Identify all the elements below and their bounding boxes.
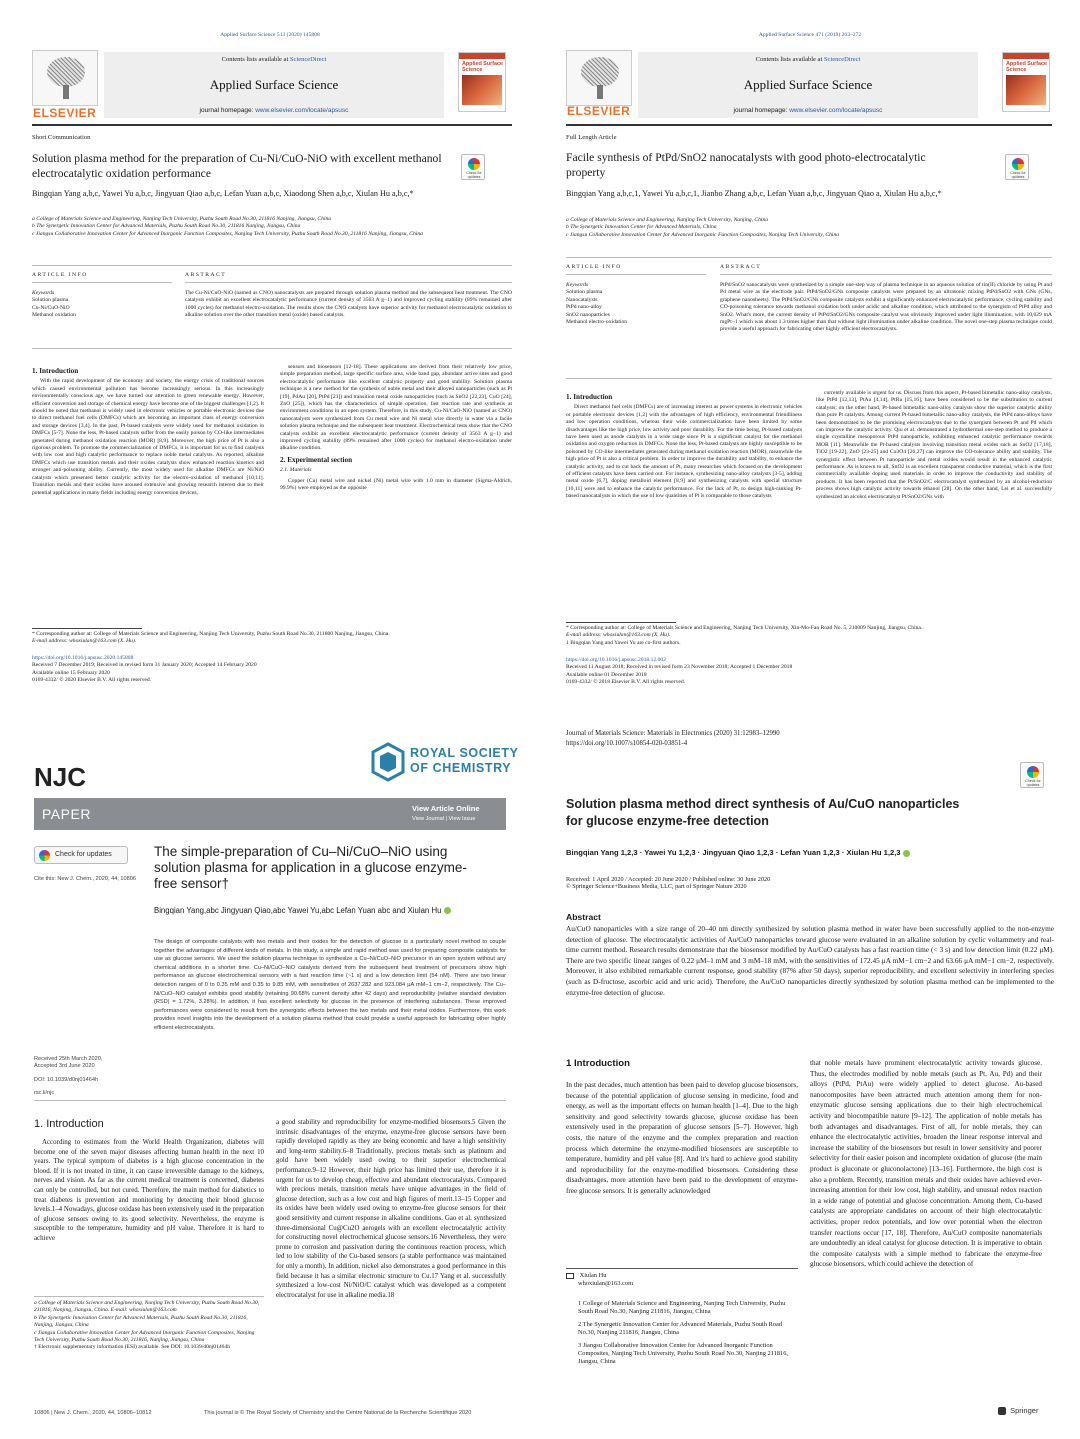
intro-paragraph-right: sensors and biosensors [12-18]. These applications are derived from their relatively low price, simple preparation method, large specific surface area, wide band gap, abundant active sites and good electrocatalytic performance like excellent catalytic property and good stability. Solution plasma technique is a new method for the synthesis of noble metal and their alloyed nanoparticles (such as Pt [19], PdAu [20], PtPd [21]) and transition metal oxide nanoparticles (such as SnO2 [22,23], CuO [24], ZnO [25]), which has the characteristics of simple operation, fast reaction rate and synthesis at environment conditions in an open system. Therefore, in this study, Cu-Ni/CuO-NiO (named as CNO) nanocatalysts were synthesized from Cu metal wire and Ni metal wire directly in water via a facile solution plasma technique and the subsequent heat treatment. Electrochemical tests show that the CNO catalysts exhibit an excellent electrocatalytic performance (current density of 3563 A g−1) and improved cycling stability (89% remained after 1000 cycles) for methanol electro-oxidation under alkaline condition. — [280, 364, 512, 452]
abstract-text: PtPd/SnO2 nanocatalysts were synthesized by a simple one-step way of plasma technique in an aqueous solution of tin(II) chloride by using Pt and Pd metal wire as the electrode pair. PtPd/SnO2/GNs composite catalysts were prepared by an ultrasonic mixing PtPd/SnO2 with GNs (GNs, graphene nanosheets). The PtPd/SnO2/GNs composite catalysts exhibit a significantly enhanced electrocatalytic performance, cycling stability and CO-poisoning tolerance towards methanol oxidation both under acidic and alkaline condition, which attributed to the synergism of PtPd alloy and SnO2. What's more, the current density of PtPd/SnO2/GNs composite catalyst was obviously improved under light illumination, with 10,029 mA mgPt−1 which was about 1.3 times higher than that without light illumination under alkaline condition. The novel one-step plasma technique could provide a useful approach for fabricating other highly efficient electrocatalysts. — [720, 282, 1052, 333]
homepage-line — [638, 107, 978, 114]
footnote-rule — [32, 628, 142, 629]
intro-heading: 1 Introduction — [566, 1058, 630, 1069]
materials-heading: 2.1. Materials — [280, 467, 312, 474]
journal-name: Applied Surface Science — [209, 77, 339, 92]
affiliation-b: b The Synergetic Innovation Center for Advanced Materials, Puzhu South Road No.30, 211816 Nanjing, Jiangsu, China — [32, 223, 301, 230]
footnote-block — [34, 1300, 266, 1352]
footnote-rule — [34, 1296, 264, 1297]
corresponding-author-note: * Corresponding author at: College of Materials Science and Engineering, Nanjing Tech University, Xin-Mo-Fan Road No. 5, 210009 Nanjing, Jiangsu, China. — [566, 625, 923, 631]
footnote-block — [566, 625, 1052, 647]
keywords-label: Keywords — [32, 290, 55, 296]
footnote-esi: † Electronic supplementary information (ESI) available. See DOI: 10.1039/d0nj01464h — [34, 1344, 231, 1351]
footnote-affiliation-c: c Jiangsu Collaborative Innovation Center for Advanced Inorganic Function Composites, Nanjing Tech University, Puzhu South Road No.30, 211816, Nanjing, Jiangsu, China — [34, 1329, 255, 1344]
doi-link[interactable]: https://doi.org/10.1007/s10854-020-03851-4 — [566, 740, 688, 747]
abstract-text: Au/CuO nanoparticles with a size range of 20–40 nm directly synthesized by solution plasma method in water have been successfully applied to the non-enzyme detection of glucose. The electrocatalytic activities of Au/CuO nanoparticles toward glucose were evaluated in an alkaline solution by cyclic voltammetry and real-time current method. Research results demonstrate that the biosensor modified by Au/CuO catalysts has a fast reaction time (< 3 s) and low detection limit (0.22 μM). There are two specific linear ranges of 0.22 μM–1 mM and 3 mM–18 mM, with the sensitivities of 172.45 μA mM−1 cm−2 and 63.66 μA mM−1 cm−2, respectively. Moreover, it also exhibited remarkable current response, good stability (87% after 50 days), superior reproducibility, and excellent selectivity in interfering species (such as D-fructose, ascorbic acid and uric acid). Therefore, the Au/CuO nanoparticles directly synthesized by solution plasma method can be implemented to the enzyme-free detection of glucose. — [566, 924, 1054, 997]
affiliation-c: c Jiangsu Collaborative Innovation Center for Advanced Inorganic Function Composites, Nanjing Tech University, China — [566, 231, 840, 238]
check-updates-label: Check for updates — [55, 851, 112, 858]
available-online: Available online 01 December 2018 — [566, 671, 647, 678]
left-column — [566, 1080, 798, 1198]
intro-paragraph-right: currently available is urgent for us. Discuss from this aspect, Pt-based bimetallic nano-alloy catalysts, like PtPd [12,13], PtAu [4,14], PtRu [15,16], have been considered to be the substitution to current catalysts; on the other hand, Pt-based bimetallic nano-alloy catalysts show the superior catalytic ability than pure Pt catalysts. Among current Pt-based bimetallic nano-alloy catalysts, the PtPd nano-alloys have been demonstrated to be the promising electrocatalysts due to the synergism between Pt and Pd which can improve the catalytic activity. Qiu et al. demonstrated a hydrothermal one-step method to produce a single crystalline mesoporous PtPd nanoparticle, exhibiting enhanced catalytic performance towards MOR [11]. Meanwhile the Pt-based catalysts involving transition metal oxides such as SnO2 [17,18], TiO2 [19-22], ZnO [23-25] and Co3O4 [26,27] can improve the CO-tolerance ability and stability. The synergistic effect between Pt nanoparticle and metal oxides would result in the enhanced catalytic performance. As is known to all, SnO2 is an excellent transparent conductive material, which is the first commercially available doping used materials in order to improve the conductivity and stability of products. It has been reported that the Pt/SnO2/C electrocatalyst synthesized by an alcohol-reduction process shows high catalytic activity towards ethanol [28]. On the other hand, Lei et al. successfully synthesized an alcohol electrocatalyst Pt/SnO2/GNs with — [816, 390, 1052, 500]
journal-name: Applied Surface Science — [743, 77, 873, 92]
accepted-date: Accepted 3rd June 2020 — [34, 1063, 95, 1070]
abstract-rule — [566, 378, 1052, 379]
left-column — [566, 390, 802, 502]
contents-label: Contents lists available at — [755, 56, 823, 63]
available-online: Available online 15 February 2020 — [32, 669, 110, 676]
keyword-item[interactable]: Cu-Ni/CuO-NiO — [32, 304, 70, 311]
corr-name-row — [566, 1272, 798, 1280]
citation-line[interactable]: Applied Surface Science 471 (2019) 263–272 — [758, 32, 862, 38]
abstract-label: ABSTRACT — [185, 272, 227, 278]
intro-heading: 1. Introduction — [32, 367, 79, 375]
affiliation-list — [566, 1300, 798, 1367]
springer-horse-icon — [998, 1407, 1006, 1415]
view-journal-issue-link[interactable]: View Journal | View Issue — [412, 816, 476, 822]
corresponding-author-note: * Corresponding author at: College of Materials Science and Engineering, Nanjing Tech University, Puzhu South Road No.30, 211800 Nanjing, Jiangsu, China. — [32, 631, 390, 637]
received-dates: Received: 1 April 2020 / Accepted: 20 June 2020 / Published online: 30 June 2020 — [566, 876, 771, 883]
email-note: E-mail address: whoxiulan@163.com (X. Hu). — [566, 632, 671, 639]
author-list — [566, 848, 1046, 857]
sciencedirect-link[interactable]: ScienceDirect — [289, 56, 327, 63]
page-footer-citation: 10806 | New J. Chem., 2020, 44, 10806–10812 — [34, 1410, 152, 1416]
right-column — [280, 364, 512, 494]
received-dates: Received 7 December 2019; Received in revised form 31 January 2020; Accepted 14 February 2020 — [32, 662, 257, 669]
cover-title: Applied Surface Science — [1006, 61, 1048, 73]
journal-url[interactable]: rsc.li/njc — [34, 1090, 55, 1097]
doi-link[interactable]: https://doi.org/10.1016/j.apsusc.2020.145808 — [32, 655, 134, 661]
cite-this: Cite this: New J. Chem., 2020, 44, 10806 — [34, 876, 136, 882]
abstract-rule — [32, 348, 512, 349]
history-block — [566, 876, 1046, 891]
article-title: The simple-preparation of Cu–Ni/CuO–NiO using solution plasma for application in a glucose enzyme-free sensor† — [154, 844, 467, 891]
info-rule — [32, 265, 512, 266]
paper-label: PAPER — [42, 806, 91, 822]
abstract-rule — [34, 1100, 506, 1101]
rsc-emblem-icon — [370, 742, 406, 782]
paper-panel-apsusc-2019 — [540, 0, 1080, 700]
check-for-updates-icon[interactable] — [1020, 762, 1044, 788]
elsevier-wordmark: ELSEVIER — [567, 104, 631, 118]
abstract-label: ABSTRACT — [720, 264, 762, 270]
sciencedirect-link[interactable]: ScienceDirect — [823, 56, 861, 63]
abstract-text: The design of composite catalysts with two metals and their oxides for the detection of glucose is a particularly novel method to couple together the advantages of different kinds of metals. In this study, a simple and rapid method was used for preparing composite catalysts for use as glucose sensors. We used the solution plasma technique to synthesize a Cu–Ni/CuO–NiO precursor in an open system without any chemical additions in a shorter time. Cu–Ni/CuO–NiO catalysts derived from the subsequent heat treatment of precursors show high performance as glucose electrochemical sensors with a fast reaction time (~1 s) and a low detection limit (54 nM). There are two linear detection ranges of 0 to 0.35 mM and 0.35 to 9.85 mM, with sensitivities of 2637.282 and 923.084 μA mM−1 cm−2, respectively. The Cu–Ni/CuO–NiO catalyst exhibits good stability (retaining 90.68% current density after 42 days) and reproducibility (relative standard deviation (RSD) = 1.72%, 3.28%). In addition, it has excellent selectivity for glucose in the presence of interfering substances. These improved performances were considered to result from the synergistic effects between the two metals and their metal oxides. Furthermore, this work provides novel insights into the development of a solution plasma method that could provide a useful approach for fabricating other highly efficient electrocatalysts. — [154, 939, 506, 1031]
publication-info — [566, 657, 1052, 687]
check-for-updates-button[interactable] — [34, 846, 128, 864]
homepage-link[interactable]: www.elsevier.com/locate/apsusc — [789, 107, 883, 114]
orcid-icon[interactable] — [444, 907, 451, 914]
check-for-updates-icon[interactable] — [461, 154, 485, 180]
affiliation-b: b The Synergetic Innovation Center for Advanced Materials, China — [566, 224, 717, 231]
homepage-label: journal homepage: — [733, 107, 788, 114]
intro-paragraph-left: In the past decades, much attention has been paid to develop glucose biosensors, because of the potential application of glucose sensing in medicine, food and energy, as well as the important effects on human health [1–4]. Due to the high sensitivity and good selectivity towards glucose, glucose oxidase has been extensively used in the preparation of glucose sensors [5–7]. However, high costs, the nature of the enzyme and the complex preparation and reaction process which determine the enzyme-modified biosensors are susceptible to temperature, humidity and pH value [8]. And it's hard to achieve good stability and reproducibility for the enzyme-modified biosensors. Considering these disadvantages, more attention have been paid to the development of enzyme-free glucose sensors. It is generally acknowledged — [566, 1081, 798, 1195]
materials-paragraph: Copper (Cu) metal wire and nickel (Ni) metal wire with 1.0 mm in diameter (Sigma-Aldrich, 99.9%) were employed as the opposite — [280, 477, 512, 492]
envelope-icon — [566, 1273, 574, 1279]
check-for-updates-icon[interactable] — [1005, 154, 1029, 180]
article-title: Facile synthesis of PtPd/SnO2 nanocatalysts with good photo-electrocatalytic property — [566, 151, 926, 179]
intro-paragraph-right: that noble metals have prominent electrocatalytic activity towards glucose. Thus, the electrodes modified by noble metals (such as Pt, Au, Pd) and their alloys (PtPd, PtAu) were widely applied to detect glucose. Au-based nanocomposites have been attracted much attention among them for non-enzymatic glucose sensing applications due to their high electrochemical activity and biocompatible nature [9–12]. The application of noble metals has both advantages and disadvantages. First of all, for noble metals, they can enhance the electrocatalytic activities, broaden the linear response interval and increase the stability of the biosensors but result in lower sensitivity and poorer selectivity for their easier poison and incomplete oxidation of glucose (the main product is gluconate or gluconolactone) [13–16]. Furthermore, the high cost is also a problem. Recently, transition metals and their oxides have achieved ever-increasing attention for their low cost, high stability, and unusual redox reaction in a wide range of potential and glucose concentration. Among them, Cu-based catalysts are appropriate candidates on account of their high electrocatalytic activities, proper redox potentials, and low over potential when the electron transfer reactions occur [17, 18]. Therefore, Au/CuO composite nanomaterials are undoubtedly an ideal catalyst for glucose detection. It is imperative to obtain the composite catalysts with a simple method to fabricate the enzyme-free glucose biosensors, which could achieve the detection of — [810, 1059, 1042, 1269]
homepage-line — [104, 107, 444, 114]
header-rule — [566, 124, 1052, 126]
equal-contribution-note: 1 Bingqian Yang and Yawei Yu are co-first authors. — [566, 639, 681, 646]
intro-heading: 1. Introduction — [566, 393, 613, 401]
keyword-item[interactable]: Methanol oxidation — [32, 312, 76, 319]
author-list — [154, 906, 454, 916]
article-title: Solution plasma method direct synthesis of Au/CuO nanoparticles for glucose enzyme-free detection — [566, 797, 960, 828]
footnote-affiliation-a: a College of Materials Science and Engineering, Nanjing Tech University, Puzhu South Road No.30, 211816, Nanjing, Jiangsu, China. E-mail: whoxiulan@163.com — [34, 1300, 260, 1314]
keyword-item[interactable]: Nanocatalysts — [566, 296, 598, 303]
author-list: Bingqian Yang a,b,c, Yawei Yu a,b,c, Jingyuan Qiao a,b,c, Lefan Yuan a,b,c, Xiaodong Shen a,b,c, Xiulan Hu a,b,c,* — [32, 189, 414, 198]
copyright-line: © Springer Science+Business Media, LLC, part of Springer Nature 2020 — [566, 883, 747, 891]
left-column — [32, 364, 264, 498]
article-type: Full Length Article — [566, 134, 617, 141]
intro-paragraph-left: Direct methanol fuel cells (DMFCs) are of increasing interest as power systems in electronic vehicles or portable electronic devices [1,2] with the advantages of high efficiency, environmental friendliness and low operation conditions, whereas their wide commercialization have been limited by some disadvantages like the high price, low activity and poor durability. For the time being, Pt-based catalysts have been used as anode catalysts in a wide range since Pt is a significant catalyst for the methanol oxidation and oxygen reduction in DMFCs. None the less, Pt-based catalysts are highly susceptible to be poisoned by CO-like intermediates generated during methanol oxidation reaction (MOR), meanwhile the high price of Pt is also a critical problem. In order to improve the durability and stability, to enhance the catalytic activity, and to cut back the amount of Pt, many researches which focused on the development of efficient catalysts have been carried out. For instance, synthesizing nano-alloy catalysts [3-5], adding metal oxide [6,7], doping metalloid element [8,9] and synthesizing catalysts with special structure [10,11] were and to enhance the catalytic performance. For the lack of Pt, to design high-ranking Pt-based nanocatalysts in which the use of low quantities of Pt is comparable to those catalysts — [566, 404, 802, 500]
author-names: Bingqian Yang 1,2,3 · Yawei Yu 1,2,3 · Jingyuan Qiao 1,2,3 · Lefan Yuan 1,2,3 · Xiulan Hu 1,2,3 — [566, 848, 901, 857]
info-subrule-left — [32, 282, 172, 283]
keywords-block — [566, 282, 706, 326]
footnote-rule — [566, 622, 676, 623]
check-updates-icon — [39, 850, 50, 861]
corr-name: Xiulan Hu — [579, 1272, 607, 1279]
footnote-affiliation-b: b The Synergetic Innovation Center for Advanced Materials, Puzhu South Road No.30, 211816, Nanjing, Jiangsu, China — [34, 1314, 248, 1329]
keyword-item[interactable]: SnO2 nanoparticles — [566, 311, 610, 318]
article-info-label: ARTICLE INFO — [566, 264, 622, 270]
doi-link[interactable]: DOI: 10.1039/d0nj01464h — [34, 1076, 99, 1083]
email-note: E-mail address: whoxiulan@163.com (X. Hu). — [32, 638, 137, 645]
keyword-item[interactable]: Methanol electro-oxidation — [566, 319, 628, 326]
abstract-heading: Abstract — [566, 912, 601, 922]
paper-panel-apsusc-2020 — [0, 0, 540, 700]
paper-panel-jmse-2020 — [540, 720, 1080, 1439]
affiliation-list — [32, 216, 472, 238]
corresponding-author-block — [566, 1272, 798, 1289]
copyright-line: 0169-4332/ © 2020 Elsevier B.V. All rights reserved. — [32, 677, 152, 684]
experimental-heading: 2. Experimental section — [280, 455, 353, 464]
info-subrule-right — [720, 274, 1052, 275]
article-info-label: ARTICLE INFO — [32, 272, 88, 278]
paper-banner — [34, 798, 506, 830]
affiliation-3: 3 Jiangsu Collaborative Innovation Center for Advanced Inorganic Function Composites, Nanjing Tech University, Puzhu South Road No.30, Nanjing 211816, Jiangsu, China — [578, 1341, 789, 1366]
corr-email[interactable]: whoxiulan@163.com — [578, 1280, 634, 1288]
footnote-block — [32, 631, 512, 646]
citation-line[interactable]: Applied Surface Science 513 (2020) 145808 — [220, 32, 320, 38]
page-footer — [34, 1410, 506, 1417]
doi-link[interactable]: https://doi.org/10.1016/j.apsusc.2018.12.002 — [566, 657, 666, 663]
affiliation-c: c Jiangsu Collaborative Innovation Center for Advanced Inorganic Function Composites, Nanjing Tech University, Puzhu South Road No.30, 211816 Nanjing, Jiangsu, China — [32, 230, 423, 237]
intro-paragraph-left: With the rapid development of the economy and society, the energy crisis of traditional sources which caused environmental pollution has become increasingly serious. In this increasingly environmentally conscious age, we have turned our attention to green renewable energy. However, efficient conversion and storage of chemical energy have become one of the biggest challenges [1,2]. It should be noted that methanol is widely used in electronic vehicles or portable electronic devices due to direct methanol fuel cells (DMFCs) which are becoming an important class of energy conversion and storage devices [3,4]. In the past, Pt-based catalysts were widely used for methanol oxidation in DMFCs [5-7]. None the less, Pt-based catalysts suffer from the easily poison by CO-like intermediates generated during methanol oxidation reaction (MOR) [8,9]. Moreover, the high price of Pt is also a rigorous problem. To promote the commercialization of DMFCs, it is important for us to find catalysts with low cost and high catalytic performance to replace noble metal catalysts. As reported, alkaline DMFCs which use transition metals and their oxides catalysts show enhanced reaction kinetics and stronger anti-poisoning ability. Currently, the most widely used for alkaline DMFCs are Ni/NiO catalysts which presented better catalytic activity for the electro-oxidation of methanol [10,11]. Transition metals and their oxides have aroused extensive and growing research interest due to their potential applications in many fields including energy conversion devices, — [32, 378, 264, 496]
affiliation-list — [566, 217, 1036, 239]
article-type: Short Communication — [32, 134, 91, 141]
society-name-line-1: ROYAL SOCIETY — [410, 746, 519, 760]
author-list: Bingqian Yang a,b,c,1, Yawei Yu a,b,c,1, Jianbo Zhang a,b,c, Lefan Yuan a,b,c, Jingyuan Qiao a, Xiulan Hu a,b,c,* — [566, 189, 942, 198]
keywords-label: Keywords — [566, 282, 589, 288]
paper-panel-njc-2020 — [0, 720, 540, 1439]
left-column — [34, 1138, 264, 1245]
publication-info — [32, 655, 512, 685]
orcid-icon[interactable] — [903, 850, 910, 857]
intro-paragraph-right: a good stability and reproducibility for enzyme-modified biosensors.5 Given the intrinsic disadvantages of the enzyme, enzyme-free glucose sensors have been rapidly developed rapidly as they are being economic and have a high sensitivity and long-term stability.6–8 Traditionally, precious metals such as platinum and gold have been widely used owing to their superior electrochemical performance.9–12 However, their high price has limited their use, therefore it is urgent for us to develop cheap, effective and abundant electrocatalysts. Compared with precious metals, transition metals have unique advantages in the field of glucose detection, such as a low cost and high figures of merit.13–15 Copper and its oxides have been widely used owing to enzyme-free glucose sensors for their good sensitivity and current response in alkaline conditions. Gao et al. synthesized three-dimensional Cu@Cu2O aerogels with an excellent electrocatalytic activity for constructing novel electrochemical glucose sensors.16 Nevertheless, they were prone to corrosion and passivation during the continuous reaction process, which led to low stability of the Cu-based sensors (a stable performance was maintained for only a month). In addition, nickel also demonstrates a good performance in this field because it has a similar electronic structure to Cu.17 Yang et al. successfully synthesized a low-cost Ni/NiO/C catalyst which was developed as a competent electrocatalyst for use in alkaline media.18 — [276, 1119, 506, 1299]
header-rule — [32, 124, 512, 126]
contents-label: Contents lists available at — [221, 56, 289, 63]
received-dates: Received 11 August 2018; Received in revised form 23 November 2018; Accepted 1 December 2018 — [566, 664, 793, 671]
elsevier-wordmark: ELSEVIER — [33, 106, 97, 120]
abstract-text: The Cu-Ni/CuO-NiO (named as CNO) nanocatalysts are prepared through solution plasma method and the subsequent heat treatment. The CNO catalysts exhibit an excellent electrocatalytic performance (current density of 3563 A g−1) and improved cycling stability (89% remained after 1000 cycles) for methanol electro-oxidation. The results show the CNO catalysts have superior activity for methanol electrocatalytic oxidation to alkaline solution over the other transition metal (oxide) based catalysts. — [185, 290, 512, 319]
footnote-rule — [566, 1268, 798, 1269]
intro-paragraph-left: According to estimates from the World Health Organization, diabetes will become one of the seven major diseases affecting human health in the next 10 years. The typical symptom of diabetes is a high glucose concentration in the blood. If it is not treated in time, it can cause irreversible damage to the kidneys, nerves and vision. As far as the current medical treatment is concerned, diabetes can only be controlled, but not cured. Therefore, the main method for diabetics to treat diabetes is prevention and monitoring by detecting their blood glucose levels.1–4 Nowadays, glucose oxidase has been extensively used in the preparation of glucose sensors owing to its good selectivity. Nevertheless, the enzyme is susceptible to the temperature, humidity and pH value. Therefore it is hard to achieve — [34, 1139, 264, 1242]
springer-logo — [998, 1406, 1038, 1415]
elsevier-tree-logo — [32, 50, 98, 106]
keywords-block — [32, 290, 172, 320]
journal-cover-thumbnail — [458, 52, 506, 112]
journal-cover-thumbnail — [1002, 52, 1050, 112]
cover-title: Applied Surface Science — [462, 61, 504, 73]
society-name-line-2: OF CHEMISTRY — [410, 761, 512, 775]
contents-line — [104, 56, 444, 63]
contents-line — [638, 56, 978, 63]
intro-heading: 1. Introduction — [34, 1118, 104, 1130]
affiliation-2: 2 The Synergetic Innovation Center for Advanced Materials, Puzhu South Road No.30, Nanjing 211816, Jiangsu, China — [578, 1320, 783, 1337]
journal-abbreviation: NJC — [34, 762, 87, 792]
homepage-link[interactable]: www.elsevier.com/locate/apsusc — [255, 107, 349, 114]
copyright-line: 0169-4332/ © 2018 Elsevier B.V. All rights reserved. — [566, 679, 686, 686]
affiliation-1: 1 College of Materials Science and Engineering, Nanjing Tech University, Puzhu South Road No.30, Nanjing 211816, Jiangsu, China — [578, 1300, 786, 1316]
affiliation-a: a College of Materials Science and Engineering, Nanjing Tech University, Nanjing, China — [566, 217, 769, 223]
info-subrule-right — [185, 282, 512, 283]
article-history — [34, 1056, 144, 1098]
right-column — [276, 1118, 506, 1301]
right-column — [810, 1058, 1042, 1271]
article-title: Solution plasma method for the preparation of Cu-Ni/CuO-NiO with excellent methanol electrocatalytic oxidation performance — [32, 152, 442, 180]
info-subrule-left — [566, 274, 706, 275]
citation-line: Journal of Materials Science: Materials in Electronics (2020) 31:12983–12990 — [566, 730, 780, 737]
right-column — [816, 390, 1052, 502]
rsc-logo — [370, 740, 520, 784]
author-names: Bingqian Yang,abc Jingyuan Qiao,abc Yawei Yu,abc Lefan Yuan abc and Xiulan Hu — [154, 906, 442, 915]
keyword-item[interactable]: Solution plasma — [32, 297, 69, 304]
affiliation-a: a College of Materials Science and Engineering, Nanjing Tech University, Puzhu South Road No.30, 211816 Nanjing, Jiangsu, China — [32, 216, 332, 222]
keyword-item[interactable]: PtPd nano-alloy — [566, 304, 602, 311]
view-article-online-link[interactable]: View Article Online — [412, 804, 480, 813]
received-date: Received 25th March 2020, — [34, 1056, 103, 1062]
homepage-label: journal homepage: — [199, 107, 254, 114]
springer-wordmark: Springer — [1010, 1406, 1039, 1415]
keyword-item[interactable]: Solution plasma — [566, 289, 603, 296]
elsevier-tree-logo — [566, 50, 632, 106]
info-rule — [566, 257, 1052, 258]
page-footer-copyright: This journal is © The Royal Society of Chemistry and the Centre National de la Recherche Scientifique 2020 — [204, 1410, 472, 1416]
